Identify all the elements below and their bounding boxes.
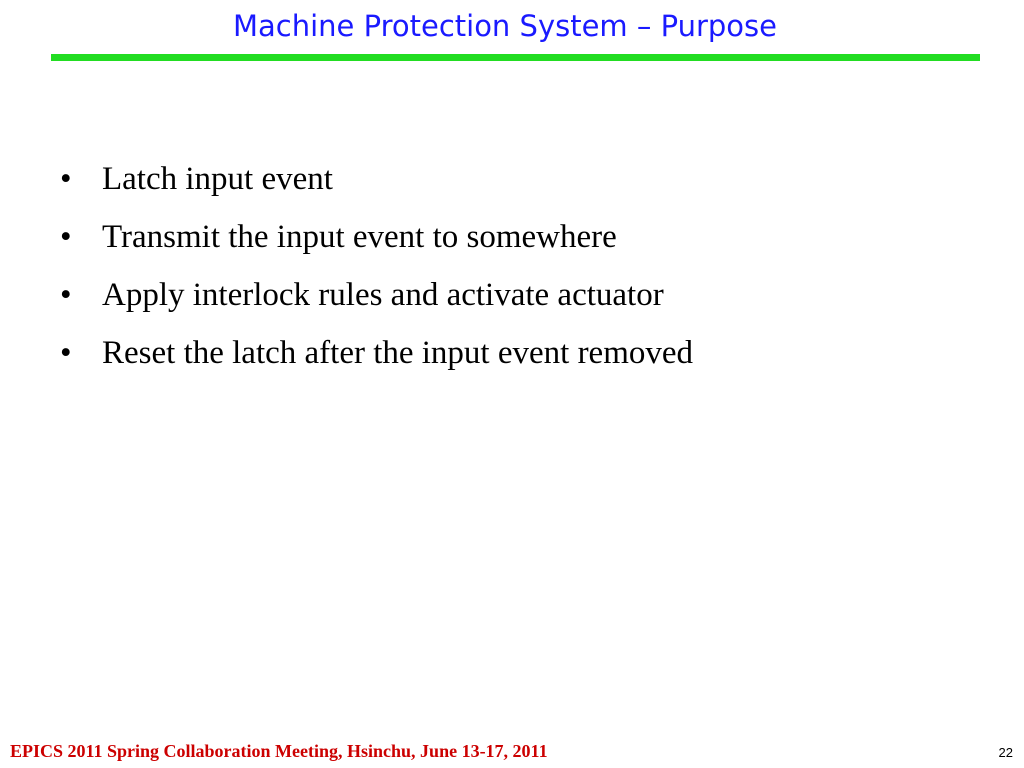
bullet-text: Reset the latch after the input event removed — [102, 335, 694, 371]
title-divider — [51, 54, 980, 61]
bullet-text: Transmit the input event to somewhere — [102, 219, 617, 255]
bullet-dot-icon: • — [60, 161, 72, 197]
footer-text: EPICS 2011 Spring Collaboration Meeting, Hsinchu, June 13-17, 2011 — [10, 741, 548, 761]
bullet-item-latch — [60, 150, 693, 208]
slide-title: Machine Protection System – Purpose — [232, 9, 777, 43]
bullet-text: Latch input event — [102, 161, 333, 197]
bullet-item-transmit — [60, 208, 693, 266]
bullet-dot-icon: • — [60, 277, 72, 313]
bullet-text: Apply interlock rules and activate actuator — [102, 277, 664, 313]
bullet-dot-icon: • — [60, 219, 72, 255]
bullet-item-reset — [60, 324, 693, 382]
bullet-dot-icon: • — [60, 335, 72, 371]
bullet-item-apply — [60, 266, 693, 324]
bullet-list — [60, 150, 693, 382]
page-number: 22 — [998, 745, 1013, 760]
